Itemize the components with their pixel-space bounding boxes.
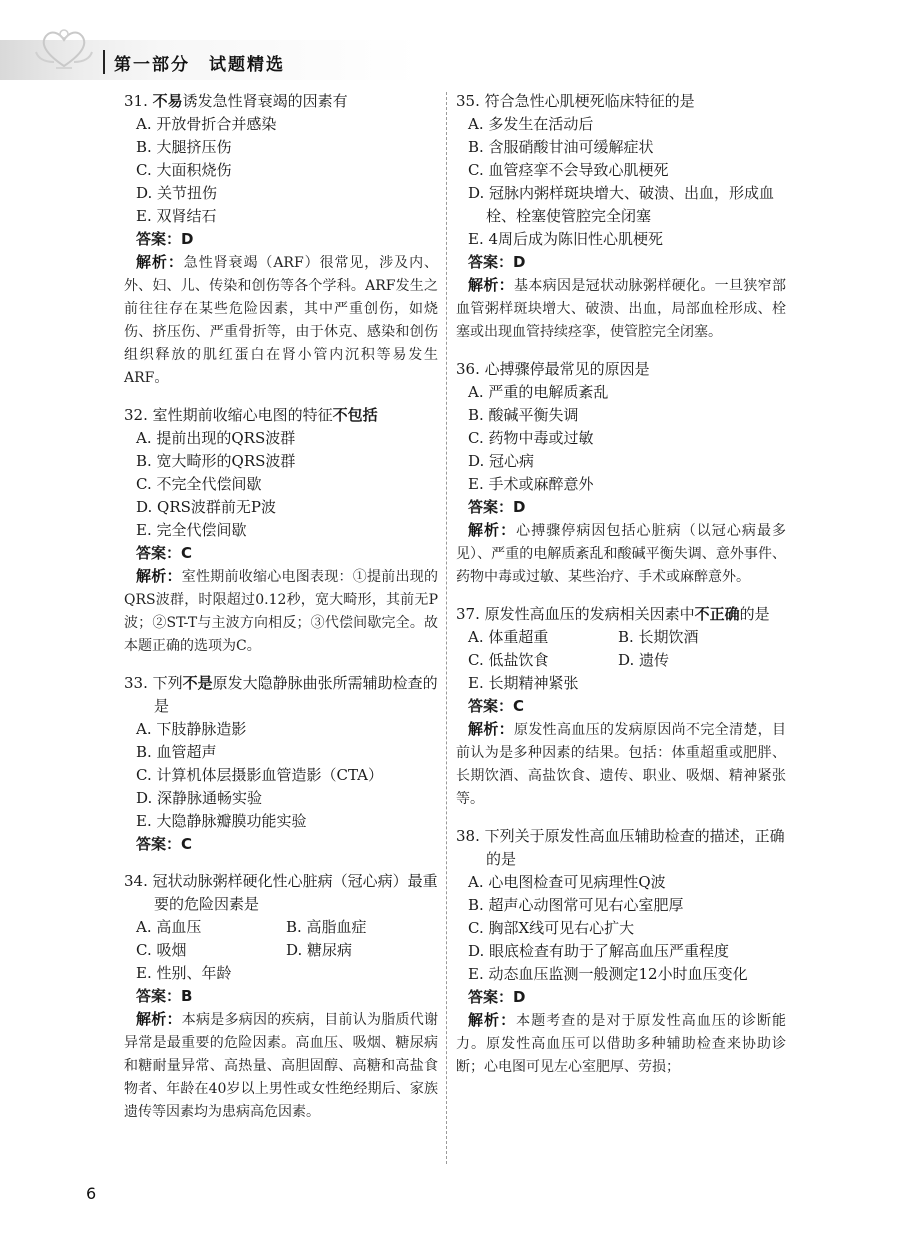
question-37 <box>456 603 786 811</box>
left-column <box>124 90 438 1138</box>
section-title: 第一部分 试题精选 <box>114 55 285 75</box>
explanation: 解析：本病是多病因的疾病，目前认为脂质代谢异常是最重要的危险因素。高血压、吸烟、糖尿病和糖耐量异常、高热量、高胆固醇、高糖和高盐食物者、年龄在40岁以上男性或女性绝经期后、家族遗传等因素均为患病高危因素。 <box>124 1010 438 1120</box>
option-c: C. 吸烟 <box>136 941 187 959</box>
question-stem: 32. 室性期前收缩心电图的特征不包括 <box>124 406 378 424</box>
option-e: E. 双肾结石 <box>136 207 217 225</box>
answer: 答案：D <box>468 253 526 271</box>
answer: 答案：D <box>136 230 194 248</box>
question-stem: 34. 冠状动脉粥样硬化性心脏病（冠心病）最重要的危险因素是 <box>124 872 438 913</box>
option-b: B. 超声心动图常可见右心室肥厚 <box>468 896 684 914</box>
column-divider <box>446 92 447 1164</box>
option-e: E. 手术或麻醉意外 <box>468 475 594 493</box>
explanation: 解析：急性肾衰竭（ARF）很常见，涉及内、外、妇、儿、传染和创伤等各个学科。ARF发生之前往往存在某些危险因素，其中严重创伤，如烧伤、挤压伤、严重骨折等，由于休克、感染和创伤组织释放的肌红蛋白在肾小管内沉积等易发生ARF。 <box>124 253 438 386</box>
option-b: B. 含服硝酸甘油可缓解症状 <box>468 138 654 156</box>
page-number: 6 <box>86 1184 97 1203</box>
option-a: A. 严重的电解质紊乱 <box>468 383 609 401</box>
option-e: E. 完全代偿间歇 <box>136 521 247 539</box>
option-d: D. 冠脉内粥样斑块增大、破溃、出血，形成血栓、栓塞使管腔完全闭塞 <box>468 184 775 225</box>
option-b: B. 酸碱平衡失调 <box>468 406 579 424</box>
option-a: A. 多发生在活动后 <box>468 115 594 133</box>
option-c: C. 低盐饮食 <box>468 651 549 669</box>
question-stem: 33. 下列不是原发大隐静脉曲张所需辅助检查的是 <box>124 674 438 715</box>
option-a: A. 高血压 <box>136 918 202 936</box>
option-a: A. 下肢静脉造影 <box>136 720 247 738</box>
explanation: 解析：室性期前收缩心电图表现：①提前出现的QRS波群，时限超过0.12秒，宽大畸形，其前无P波；②ST-T与主波方向相反；③代偿间歇完全。故本题正确的选项为C。 <box>124 567 438 654</box>
answer: 答案：D <box>468 988 526 1006</box>
header-separator <box>103 50 105 74</box>
explanation: 解析：基本病因是冠状动脉粥样硬化。一旦狭窄部血管粥样斑块增大、破溃、出血，局部血栓形成、栓塞或出现血管持续痉挛，使管腔完全闭塞。 <box>456 276 786 340</box>
option-d: D. 糖尿病 <box>286 941 353 959</box>
option-e: E. 4周后成为陈旧性心肌梗死 <box>468 230 664 248</box>
answer: 答案：C <box>136 835 193 853</box>
question-35 <box>456 90 786 344</box>
explanation: 解析：原发性高血压的发病原因尚不完全清楚，目前认为是多种因素的结果。包括：体重超重或肥胖、长期饮酒、高盐饮食、遗传、职业、吸烟、精神紧张等。 <box>456 720 786 807</box>
option-a: A. 提前出现的QRS波群 <box>136 429 296 447</box>
question-32 <box>124 404 438 658</box>
question-31 <box>124 90 438 390</box>
option-b: B. 血管超声 <box>136 743 217 761</box>
option-c: C. 药物中毒或过敏 <box>468 429 594 447</box>
question-stem: 37. 原发性高血压的发病相关因素中不正确的是 <box>456 605 770 623</box>
option-d: D. QRS波群前无P波 <box>136 498 276 516</box>
question-stem: 38. 下列关于原发性高血压辅助检查的描述，正确的是 <box>456 827 785 868</box>
option-e: E. 动态血压监测一般测定12小时血压变化 <box>468 965 748 983</box>
option-grid <box>124 916 438 985</box>
question-stem: 35. 符合急性心肌梗死临床特征的是 <box>456 92 695 110</box>
option-a: A. 体重超重 <box>468 628 549 646</box>
explanation: 解析：本题考查的是对于原发性高血压的诊断能力。原发性高血压可以借助多种辅助检查来协助诊断；心电图可见左心室肥厚、劳损； <box>456 1011 786 1075</box>
option-c: C. 胸部X线可见右心扩大 <box>468 919 635 937</box>
question-38 <box>456 825 786 1079</box>
option-c: C. 计算机体层摄影血管造影（CTA） <box>136 766 383 784</box>
option-b: B. 大腿挤压伤 <box>136 138 232 156</box>
option-b: B. 长期饮酒 <box>618 628 699 646</box>
option-e: E. 大隐静脉瓣膜功能实验 <box>136 812 307 830</box>
option-d: D. 深静脉通畅实验 <box>136 789 263 807</box>
option-b: B. 宽大畸形的QRS波群 <box>136 452 296 470</box>
question-36 <box>456 358 786 589</box>
page-header <box>0 0 900 80</box>
option-c: C. 大面积烧伤 <box>136 161 232 179</box>
nursing-logo-icon <box>34 22 94 74</box>
option-e: E. 性别、年龄 <box>136 964 232 982</box>
right-column <box>456 90 786 1093</box>
question-33 <box>124 672 438 856</box>
option-e: E. 长期精神紧张 <box>468 674 579 692</box>
option-d: D. 冠心病 <box>468 452 535 470</box>
explanation: 解析：心搏骤停病因包括心脏病（以冠心病最多见）、严重的电解质紊乱和酸碱平衡失调、意外事件、药物中毒或过敏、某些治疗、手术或麻醉意外。 <box>456 521 786 585</box>
option-d: D. 眼底检查有助于了解高血压严重程度 <box>468 942 730 960</box>
option-c: C. 不完全代偿间歇 <box>136 475 262 493</box>
option-b: B. 高脂血症 <box>286 918 367 936</box>
answer: 答案：C <box>468 697 525 715</box>
question-34 <box>124 870 438 1124</box>
question-stem: 31. 不易诱发急性肾衰竭的因素有 <box>124 92 348 110</box>
question-stem: 36. 心搏骤停最常见的原因是 <box>456 360 650 378</box>
answer: 答案：B <box>136 987 193 1005</box>
answer: 答案：C <box>136 544 193 562</box>
option-a: A. 心电图检查可见病理性Q波 <box>468 873 666 891</box>
option-d: D. 遗传 <box>618 651 670 669</box>
option-a: A. 开放骨折合并感染 <box>136 115 277 133</box>
answer: 答案：D <box>468 498 526 516</box>
option-c: C. 血管痉挛不会导致心肌梗死 <box>468 161 669 179</box>
option-d: D. 关节扭伤 <box>136 184 218 202</box>
option-grid <box>456 626 786 695</box>
